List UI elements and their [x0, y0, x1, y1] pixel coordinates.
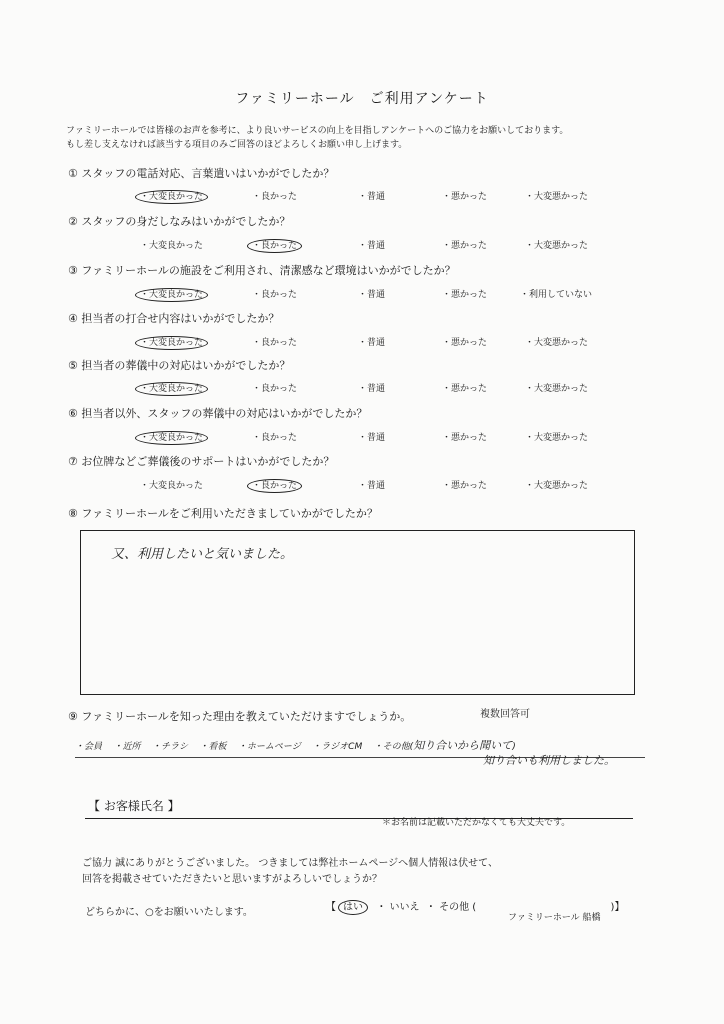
source-member[interactable]: ・会員	[75, 742, 103, 752]
source-flyer[interactable]: ・チラシ	[151, 742, 188, 752]
consent-open-bracket: 【	[326, 902, 336, 913]
question-7-options	[140, 478, 660, 494]
intro-text	[66, 124, 666, 152]
q2-option-4[interactable]: ・悪かった	[442, 241, 488, 251]
q1-option-1[interactable]: ・大変良かった	[135, 190, 208, 204]
name-optional-note: ＊お名前は記載いただかなくても大丈夫です。	[382, 818, 571, 828]
q3-option-5[interactable]: ・利用していない	[520, 290, 593, 300]
q4-option-4[interactable]: ・悪かった	[442, 338, 488, 348]
consent-yes[interactable]: はい	[338, 900, 368, 915]
q8-answer-box[interactable]	[80, 530, 635, 695]
q2-option-3[interactable]: ・普通	[358, 241, 386, 251]
question-3: ③ ファミリーホールの施設をご利用され、清潔感など環境はいかがでしたか？	[68, 264, 456, 277]
q1-option-5[interactable]: ・大変悪かった	[525, 192, 589, 202]
consent-close-bracket: )】	[610, 902, 625, 913]
question-2: ② スタッフの身だしなみはいかがでしたか？	[68, 215, 291, 228]
q4-option-1[interactable]: ・大変良かった	[135, 336, 208, 350]
source-radio-cm[interactable]: ・ラジオCM	[312, 742, 363, 752]
q7-option-5[interactable]: ・大変悪かった	[525, 481, 589, 491]
thanks-line-2: 回答を掲載させていただきたいと思いますがよろしいでしょうか？	[82, 874, 382, 885]
source-neighborhood[interactable]: ・近所	[113, 742, 141, 752]
q6-option-2[interactable]: ・良かった	[252, 433, 298, 443]
intro-line-1: ファミリーホールでは皆様のお声を参考に、より良いサービスの向上を目指しアンケートへのご協力をお願いしております。	[66, 126, 569, 136]
question-6: ⑥ 担当者以外、スタッフの葬儀中の対応はいかがでしたか？	[68, 407, 368, 420]
q1-option-2[interactable]: ・良かった	[252, 192, 298, 202]
q2-option-2[interactable]: ・良かった	[247, 239, 302, 253]
q9-sources: ・会員 ・近所 ・チラシ ・看板 ・ホームページ ・ラジオCM ・その他(知り合いから聞いて)	[75, 739, 516, 752]
consent-prompt: どちらかに、○をお願いいたします。	[85, 907, 253, 918]
q5-option-3[interactable]: ・普通	[358, 384, 386, 394]
q3-option-1[interactable]: ・大変良かった	[135, 288, 208, 302]
consent-other[interactable]: ・ その他 (	[425, 902, 477, 913]
customer-name-label: 【 お客様氏名 】	[88, 799, 180, 813]
q7-option-1[interactable]: ・大変良かった	[140, 481, 204, 491]
multiple-answers-note: 複数回答可	[480, 709, 530, 720]
source-other-handwritten-2: 知り合いも利用しました。	[483, 754, 615, 767]
source-signboard[interactable]: ・看板	[199, 742, 227, 752]
q2-option-1[interactable]: ・大変良かった	[140, 241, 204, 251]
question-5: ⑤ 担当者の葬儀中の対応はいかがでしたか？	[68, 359, 291, 372]
q3-option-4[interactable]: ・悪かった	[442, 290, 488, 300]
question-2-options	[140, 238, 660, 254]
thanks-line-1: ご協力 誠にありがとうございました。 つきましては弊社ホームページへ個人情報は伏せて、	[82, 858, 498, 869]
q4-option-3[interactable]: ・普通	[358, 338, 386, 348]
question-6-options	[140, 430, 660, 446]
q3-option-3[interactable]: ・普通	[358, 290, 386, 300]
source-homepage[interactable]: ・ホームページ	[237, 742, 301, 752]
q6-option-5[interactable]: ・大変悪かった	[525, 433, 589, 443]
q5-option-2[interactable]: ・良かった	[252, 384, 298, 394]
q6-option-1[interactable]: ・大変良かった	[135, 431, 208, 445]
q6-option-3[interactable]: ・普通	[358, 433, 386, 443]
source-other-handwritten-1: 知り合いから聞いて	[413, 739, 513, 752]
question-9: ⑨ ファミリーホールを知った理由を教えていただけますでしょうか。	[68, 710, 412, 723]
source-other[interactable]: ・その他(	[373, 742, 414, 752]
q1-option-4[interactable]: ・悪かった	[442, 192, 488, 202]
question-4: ④ 担当者の打合せ内容はいかがでしたか？	[68, 312, 280, 325]
intro-line-2: もし差し支えなければ該当する項目のみご回答のほどよろしくお願い申し上げます。	[66, 140, 408, 150]
consent-no[interactable]: ・ いいえ	[376, 902, 420, 913]
page-title: ファミリーホール ご利用アンケート	[235, 91, 489, 107]
q7-option-2[interactable]: ・良かった	[247, 479, 302, 493]
q2-option-5[interactable]: ・大変悪かった	[525, 241, 589, 251]
signature: ファミリーホール 船橋	[508, 913, 601, 923]
q1-option-3[interactable]: ・普通	[358, 192, 386, 202]
q5-option-1[interactable]: ・大変良かった	[135, 382, 208, 396]
q6-option-4[interactable]: ・悪かった	[442, 433, 488, 443]
thanks-text	[82, 856, 498, 888]
q4-option-5[interactable]: ・大変悪かった	[525, 338, 589, 348]
q4-option-2[interactable]: ・良かった	[252, 338, 298, 348]
question-5-options	[140, 381, 660, 397]
q8-handwritten-answer: 又、利用したいと気いました。	[111, 547, 294, 562]
question-4-options	[140, 335, 660, 351]
q3-option-2[interactable]: ・良かった	[252, 290, 298, 300]
q5-option-5[interactable]: ・大変悪かった	[525, 384, 589, 394]
question-1-options	[140, 189, 660, 205]
q7-option-3[interactable]: ・普通	[358, 481, 386, 491]
question-8: ⑧ ファミリーホールをご利用いただきましていかがでしたか？	[68, 507, 378, 520]
question-3-options	[140, 287, 660, 303]
q5-option-4[interactable]: ・悪かった	[442, 384, 488, 394]
q7-option-4[interactable]: ・悪かった	[442, 481, 488, 491]
question-7: ⑦ お位牌などご葬儀後のサポートはいかがでしたか？	[68, 455, 335, 468]
question-1: ① スタッフの電話対応、言葉遣いはいかがでしたか？	[68, 167, 335, 180]
